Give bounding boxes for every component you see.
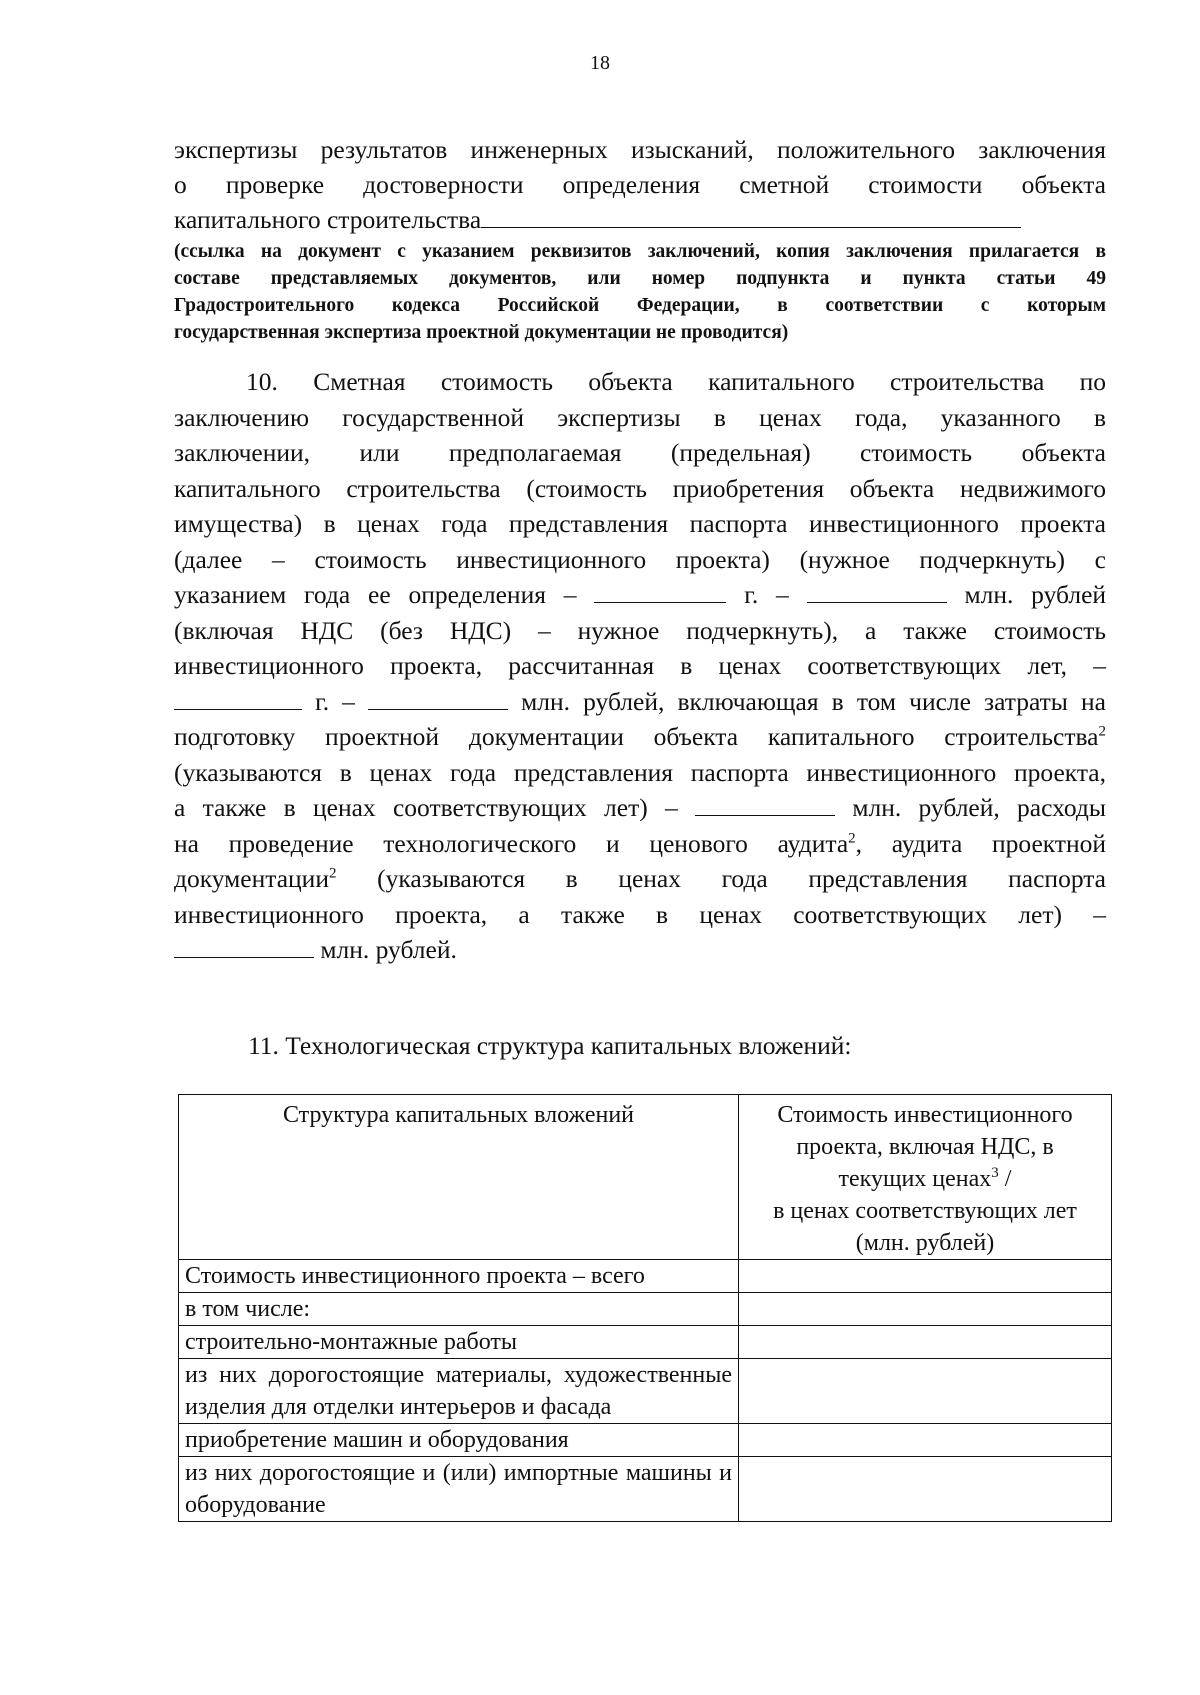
text-line: имущества) в ценах года представления паспорта инвестиционного проекта <box>174 509 1106 538</box>
footnote-ref: 3 <box>991 1165 999 1181</box>
row-label: из них дорогостоящие материалы, художественные изделия для отделки интерьеров и фасада <box>179 1359 739 1424</box>
header-line: (млн. рублей) <box>855 1230 995 1256</box>
text-fragment: подготовку проектной документации объекта капитального строительства <box>174 722 1099 751</box>
text-line <box>174 684 1106 720</box>
blank-year-field[interactable] <box>174 708 302 710</box>
header-fragment: текущих ценах <box>838 1166 992 1192</box>
text-line <box>174 790 1106 826</box>
text-fragment: млн. рублей, расходы <box>852 793 1106 822</box>
blank-amount-field[interactable] <box>807 601 947 603</box>
text-fragment: млн. рублей. <box>320 935 457 964</box>
table-header-row <box>179 1095 1112 1260</box>
text-line <box>174 826 1106 862</box>
row-label: из них дорогостоящие и (или) импортные машины и оборудование <box>179 1457 739 1522</box>
intro-paragraph <box>174 132 1106 237</box>
text-line: о проверке достоверности определения сметной стоимости объекта <box>174 170 1106 199</box>
text-fragment: г. – <box>744 580 789 609</box>
text-line: инвестиционного проекта, а также в ценах соответствующих лет) – <box>174 899 1106 929</box>
header-line: проекта, включая НДС, в <box>796 1134 1054 1160</box>
text-line: заключении, или предполагаемая (предельная) стоимость объекта <box>174 438 1106 467</box>
blank-year-field[interactable] <box>594 601 726 603</box>
text-fragment: , аудита проектной <box>855 828 1106 858</box>
header-line: Стоимость инвестиционного <box>777 1102 1073 1128</box>
row-value-cell[interactable] <box>739 1424 1112 1457</box>
row-value-cell[interactable] <box>739 1457 1112 1522</box>
header-cost <box>739 1095 1112 1260</box>
text-line <box>174 577 1106 613</box>
text-fragment: (указываются в ценах года представления паспорта <box>336 864 1106 893</box>
text-line: (включая НДС (без НДС) – нужное подчеркнуть), а также стоимость <box>174 615 1106 645</box>
page-number: 18 <box>590 52 610 74</box>
table-row <box>179 1326 1112 1359</box>
text-line: 10. Сметная стоимость объекта капитального строительства по <box>246 367 1106 396</box>
row-label: Стоимость инвестиционного проекта – всего <box>179 1260 739 1293</box>
text-line: инвестиционного проекта, рассчитанная в ценах соответствующих лет, – <box>174 651 1106 680</box>
row-value-cell[interactable] <box>739 1293 1112 1326</box>
capital-investment-table <box>178 1094 1112 1522</box>
text-line <box>174 202 1106 237</box>
row-value-cell[interactable] <box>739 1359 1112 1424</box>
blank-amount-field[interactable] <box>368 708 508 710</box>
text-line: экспертизы результатов инженерных изысканий, положительного заключения <box>174 135 1106 164</box>
text-line <box>174 932 1106 968</box>
text-fragment: а также в ценах соответствующих лет) – <box>174 793 678 822</box>
blank-field[interactable] <box>481 226 1021 228</box>
table-row <box>179 1424 1112 1457</box>
header-line: в ценах соответствующих лет <box>773 1198 1077 1224</box>
row-label: в том числе: <box>179 1293 739 1326</box>
row-value-cell[interactable] <box>739 1326 1112 1359</box>
footnote-ref: 2 <box>848 830 856 846</box>
paragraph-10 <box>174 364 1106 968</box>
row-label: строительно-монтажные работы <box>179 1326 739 1359</box>
note-line: (ссылка на документ с указанием реквизитов заключений, копия заключения прилагается в <box>174 241 1106 262</box>
text-line: капитального строительства (стоимость приобретения объекта недвижимого <box>174 473 1106 503</box>
text-line <box>174 861 1106 897</box>
row-value-cell[interactable] <box>739 1260 1112 1293</box>
text-fragment: капитального строительства <box>174 205 482 234</box>
text-fragment: указанием года ее определения – <box>174 580 577 609</box>
text-line <box>174 719 1106 755</box>
footnote-ref: 2 <box>328 865 337 882</box>
blank-amount-field[interactable] <box>174 956 314 958</box>
text-line: (указываются в ценах года представления паспорта инвестиционного проекта, <box>174 757 1106 787</box>
text-fragment: млн. рублей, включающая в том числе затраты на <box>521 686 1106 716</box>
text-line: (далее – стоимость инвестиционного проекта) (нужное подчеркнуть) с <box>174 544 1106 574</box>
footnote-ref: 2 <box>1098 723 1106 740</box>
text-fragment: документации <box>174 864 329 893</box>
header-structure: Структура капитальных вложений <box>179 1095 739 1260</box>
row-label: приобретение машин и оборудования <box>179 1424 739 1457</box>
table-row <box>179 1293 1112 1326</box>
reference-note <box>174 238 1106 346</box>
table-row <box>179 1260 1112 1293</box>
section-11-title: 11. Технологическая структура капитальных вложений: <box>248 1031 852 1060</box>
text-fragment: г. – <box>315 686 355 716</box>
table-row <box>179 1359 1112 1424</box>
header-fragment: / <box>998 1166 1012 1192</box>
text-line: заключению государственной экспертизы в ценах года, указанного в <box>174 402 1106 432</box>
text-fragment: млн. рублей <box>964 580 1107 609</box>
text-fragment: на проведение технологического и ценового аудита <box>174 828 849 858</box>
header-line <box>745 1163 1105 1195</box>
table-row <box>179 1457 1112 1522</box>
blank-amount-field[interactable] <box>695 814 835 816</box>
note-line: государственная экспертиза проектной документации не проводится) <box>174 322 789 343</box>
note-line: Градостроительного кодекса Российской Федерации, в соответствии с которым <box>174 295 1106 316</box>
note-line: составе представляемых документов, или номер подпункта и пункта статьи 49 <box>174 268 1106 289</box>
